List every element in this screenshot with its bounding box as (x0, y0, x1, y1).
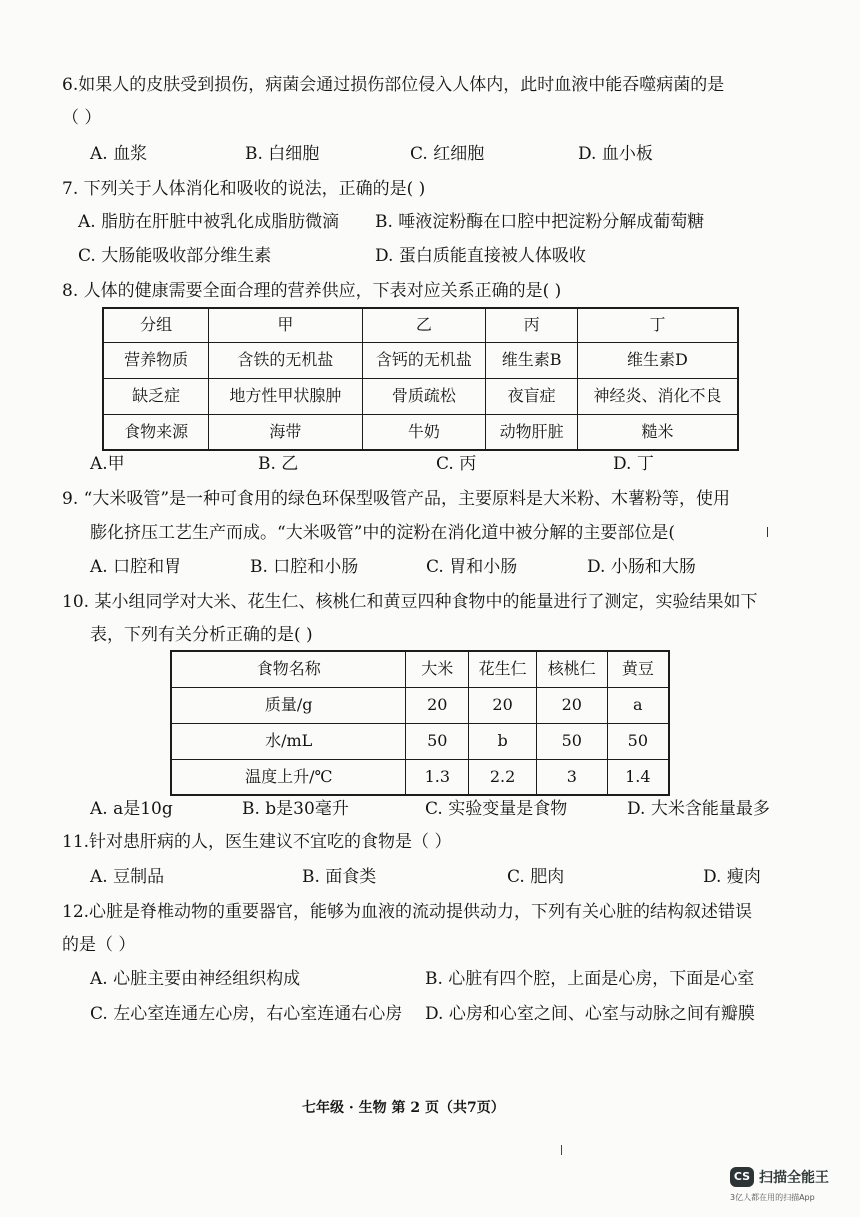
scan-speck (767, 527, 768, 537)
q11-option-c: C. 肥肉 (507, 867, 565, 887)
q11-option-a: A. 豆制品 (90, 867, 165, 887)
table-cell: 甲 (209, 308, 362, 342)
q12-option-d: D. 心房和心室之间、心室与动脉之间有瓣膜 (425, 1004, 755, 1024)
table-cell: 20 (469, 687, 537, 723)
table-cell: 缺乏症 (103, 378, 209, 414)
q10-stem-line2: 表，下列有关分析正确的是( ) (90, 625, 313, 645)
q11-option-d: D. 瘦肉 (703, 867, 761, 887)
table-cell: 地方性甲状腺肿 (209, 378, 362, 414)
table-cell: 牛奶 (362, 414, 486, 450)
table-row (171, 759, 669, 795)
table-cell: 神经炎、消化不良 (577, 378, 738, 414)
q6-option-c: C. 红细胞 (410, 144, 485, 164)
table-cell: a (607, 687, 669, 723)
q8-option-a: A.甲 (90, 454, 125, 474)
q7-option-a: A. 脂肪在肝脏中被乳化成脂肪微滴 (78, 212, 340, 232)
q12-option-a: A. 心脏主要由神经组织构成 (90, 969, 301, 989)
q10-option-b: B. b是30毫升 (242, 799, 349, 819)
table-cell: 1.3 (406, 759, 469, 795)
q8-option-c: C. 丙 (436, 454, 477, 474)
table-cell: 1.4 (607, 759, 669, 795)
table-cell: 质量/g (171, 687, 406, 723)
table-cell: 大米 (406, 651, 469, 687)
table-cell: 夜盲症 (486, 378, 578, 414)
table-row (171, 687, 669, 723)
table-row (103, 414, 738, 450)
table-row (103, 342, 738, 378)
q10-option-a: A. a是10g (90, 799, 173, 819)
q8-stem: 8. 人体的健康需要全面合理的营养供应，下表对应关系正确的是( ) (62, 281, 562, 301)
table-cell: 营养物质 (103, 342, 209, 378)
table-cell: 丙 (486, 308, 578, 342)
table-cell: 骨质疏松 (362, 378, 486, 414)
q11-option-b: B. 面食类 (302, 867, 377, 887)
table-cell: 糙米 (577, 414, 738, 450)
q10-option-d: D. 大米含能量最多 (627, 799, 770, 819)
table-row (103, 378, 738, 414)
q11-stem: 11.针对患肝病的人，医生建议不宜吃的食物是（ ） (62, 832, 452, 852)
q12-option-b: B. 心脏有四个腔，上面是心房，下面是心室 (425, 969, 755, 989)
q9-option-d: D. 小肠和大肠 (587, 557, 696, 577)
table-cell: 食物来源 (103, 414, 209, 450)
scanner-tagline: 3亿人都在用的扫描App (730, 1193, 815, 1202)
table-cell: 分组 (103, 308, 209, 342)
q6-option-a: A. 血浆 (90, 144, 148, 164)
q8-nutrition-table (102, 307, 739, 451)
q7-option-b: B. 唾液淀粉酶在口腔中把淀粉分解成葡萄糖 (375, 212, 705, 232)
table-cell: 含钙的无机盐 (362, 342, 486, 378)
q9-option-c: C. 胃和小肠 (426, 557, 518, 577)
q7-option-d: D. 蛋白质能直接被人体吸收 (375, 246, 586, 266)
q6-answer-paren: （ ） (62, 108, 102, 128)
table-cell: 50 (406, 723, 469, 759)
scanner-app-name: 扫描全能王 (759, 1170, 829, 1186)
table-cell: 海带 (209, 414, 362, 450)
scan-speck (561, 1145, 562, 1155)
q12-stem-line1: 12.心脏是脊椎动物的重要器官，能够为血液的流动提供动力，下列有关心脏的结构叙述错误 (62, 902, 753, 922)
table-cell: 花生仁 (469, 651, 537, 687)
table-row (171, 723, 669, 759)
table-row (103, 308, 738, 342)
table-cell: 20 (536, 687, 607, 723)
page-footer: 七年级 · 生物 第 2 页（共7页） (302, 1100, 505, 1116)
table-cell: 水/mL (171, 723, 406, 759)
q9-stem-line2: 膨化挤压工艺生产而成。“大米吸管”中的淀粉在消化道中被分解的主要部位是( (90, 523, 676, 543)
q6-option-b: B. 白细胞 (245, 144, 320, 164)
q7-stem: 7. 下列关于人体消化和吸收的说法，正确的是( ) (62, 179, 426, 199)
q8-option-d: D. 丁 (613, 454, 654, 474)
q10-stem-line1: 10. 某小组同学对大米、花生仁、核桃仁和黄豆四种食物中的能量进行了测定，实验结果如下 (62, 592, 758, 612)
table-cell: 乙 (362, 308, 486, 342)
table-cell: 含铁的无机盐 (209, 342, 362, 378)
q6-stem: 6.如果人的皮肤受到损伤，病菌会通过损伤部位侵入人体内，此时血液中能吞噬病菌的是 (62, 75, 725, 95)
table-cell: 50 (607, 723, 669, 759)
table-cell: 20 (406, 687, 469, 723)
q9-stem-line1: 9. “大米吸管”是一种可食用的绿色环保型吸管产品，主要原料是大米粉、木薯粉等，使用 (62, 489, 731, 509)
q8-option-b: B. 乙 (258, 454, 299, 474)
q7-option-c: C. 大肠能吸收部分维生素 (78, 246, 272, 266)
q12-option-c: C. 左心室连通左心房，右心室连通右心房 (90, 1004, 403, 1024)
q12-stem-line2: 的是（ ） (62, 935, 136, 955)
table-cell: b (469, 723, 537, 759)
table-cell: 维生素B (486, 342, 578, 378)
q6-option-d: D. 血小板 (578, 144, 653, 164)
scanner-watermark (730, 1165, 840, 1205)
scanner-logo-icon: CS (730, 1167, 754, 1187)
table-row (171, 651, 669, 687)
table-cell: 动物肝脏 (486, 414, 578, 450)
table-cell: 温度上升/℃ (171, 759, 406, 795)
table-cell: 食物名称 (171, 651, 406, 687)
table-cell: 3 (536, 759, 607, 795)
q10-option-c: C. 实验变量是食物 (425, 799, 568, 819)
table-cell: 核桃仁 (536, 651, 607, 687)
q10-energy-table (170, 650, 670, 796)
table-cell: 2.2 (469, 759, 537, 795)
table-cell: 50 (536, 723, 607, 759)
q9-option-a: A. 口腔和胃 (90, 557, 182, 577)
q9-option-b: B. 口腔和小肠 (250, 557, 359, 577)
table-cell: 黄豆 (607, 651, 669, 687)
table-cell: 维生素D (577, 342, 738, 378)
table-cell: 丁 (577, 308, 738, 342)
